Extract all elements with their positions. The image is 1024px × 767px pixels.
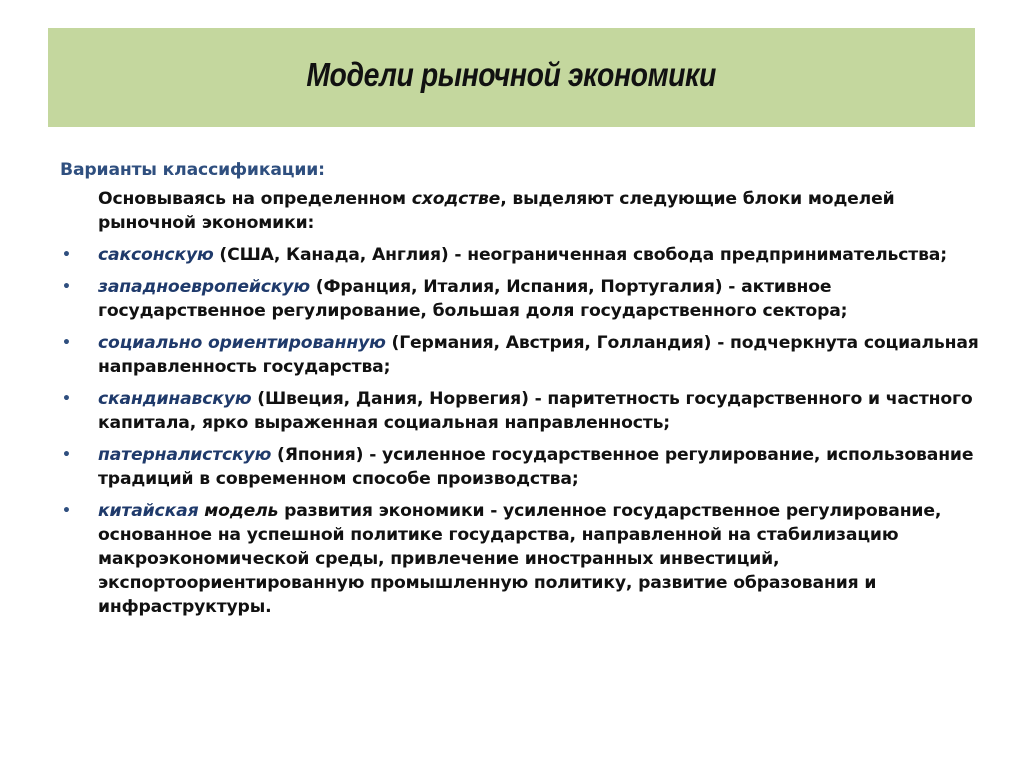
model-description: (Германия, Австрия, Голландия) - подчеркнута социальная направленность государства; — [98, 333, 979, 377]
model-term: западноевропейскую — [98, 277, 310, 297]
bullet-icon: • — [62, 335, 71, 351]
slide-title: Модели рыночной экономики — [306, 55, 717, 93]
bullet-icon: • — [62, 247, 71, 263]
bullet-icon: • — [62, 503, 71, 519]
model-term: скандинавскую — [98, 389, 252, 409]
intro-text-after: , выделяют следующие блоки моделей рыночной экономики: — [98, 189, 895, 233]
model-term: социально ориентированную — [98, 333, 386, 353]
model-term: саксонскую — [98, 245, 214, 265]
model-description: развития экономики - усиленное государственное регулирование, основанное на успешной политике государства, направленной на стабилизацию макроэкономической среды, привлечение иностранных инвестиций, экспортоориентированную промышленную политику, развитие образования и инфраструктуры. — [98, 501, 942, 617]
bullet-icon: • — [62, 391, 71, 407]
model-list — [60, 243, 980, 619]
model-description: (Швеция, Дания, Норвегия) - паритетность государственного и частного капитала, ярко выраженная социальная направленность; — [98, 389, 973, 433]
intro-emphasis: сходстве — [411, 189, 501, 209]
slide-content — [60, 158, 980, 627]
list-item-saxon — [60, 243, 980, 267]
list-item-scandinavian — [60, 387, 980, 435]
bullet-icon: • — [62, 279, 71, 295]
list-item-paternalist — [60, 443, 980, 491]
classification-heading: Варианты классификации: — [60, 160, 325, 180]
intro-text-before: Основываясь на определенном — [98, 189, 412, 209]
bullet-icon: • — [62, 447, 71, 463]
list-item-west-european — [60, 275, 980, 323]
model-description: (Франция, Италия, Испания, Португалия) - активное государственное регулирование, большая доля государственного сектора; — [98, 277, 848, 321]
model-term: патерналистскую — [98, 445, 272, 465]
model-description: (США, Канада, Англия) - неограниченная свобода предпринимательства; — [213, 245, 947, 265]
list-item-chinese — [60, 499, 980, 619]
model-term: китайская — [98, 501, 199, 521]
model-extra-emphasis: модель — [198, 501, 279, 521]
intro-paragraph — [98, 187, 980, 235]
title-banner — [48, 28, 975, 127]
list-item-social-oriented — [60, 331, 980, 379]
model-description: (Япония) - усиленное государственное регулирование, использование традиций в современном способе производства; — [98, 445, 974, 489]
